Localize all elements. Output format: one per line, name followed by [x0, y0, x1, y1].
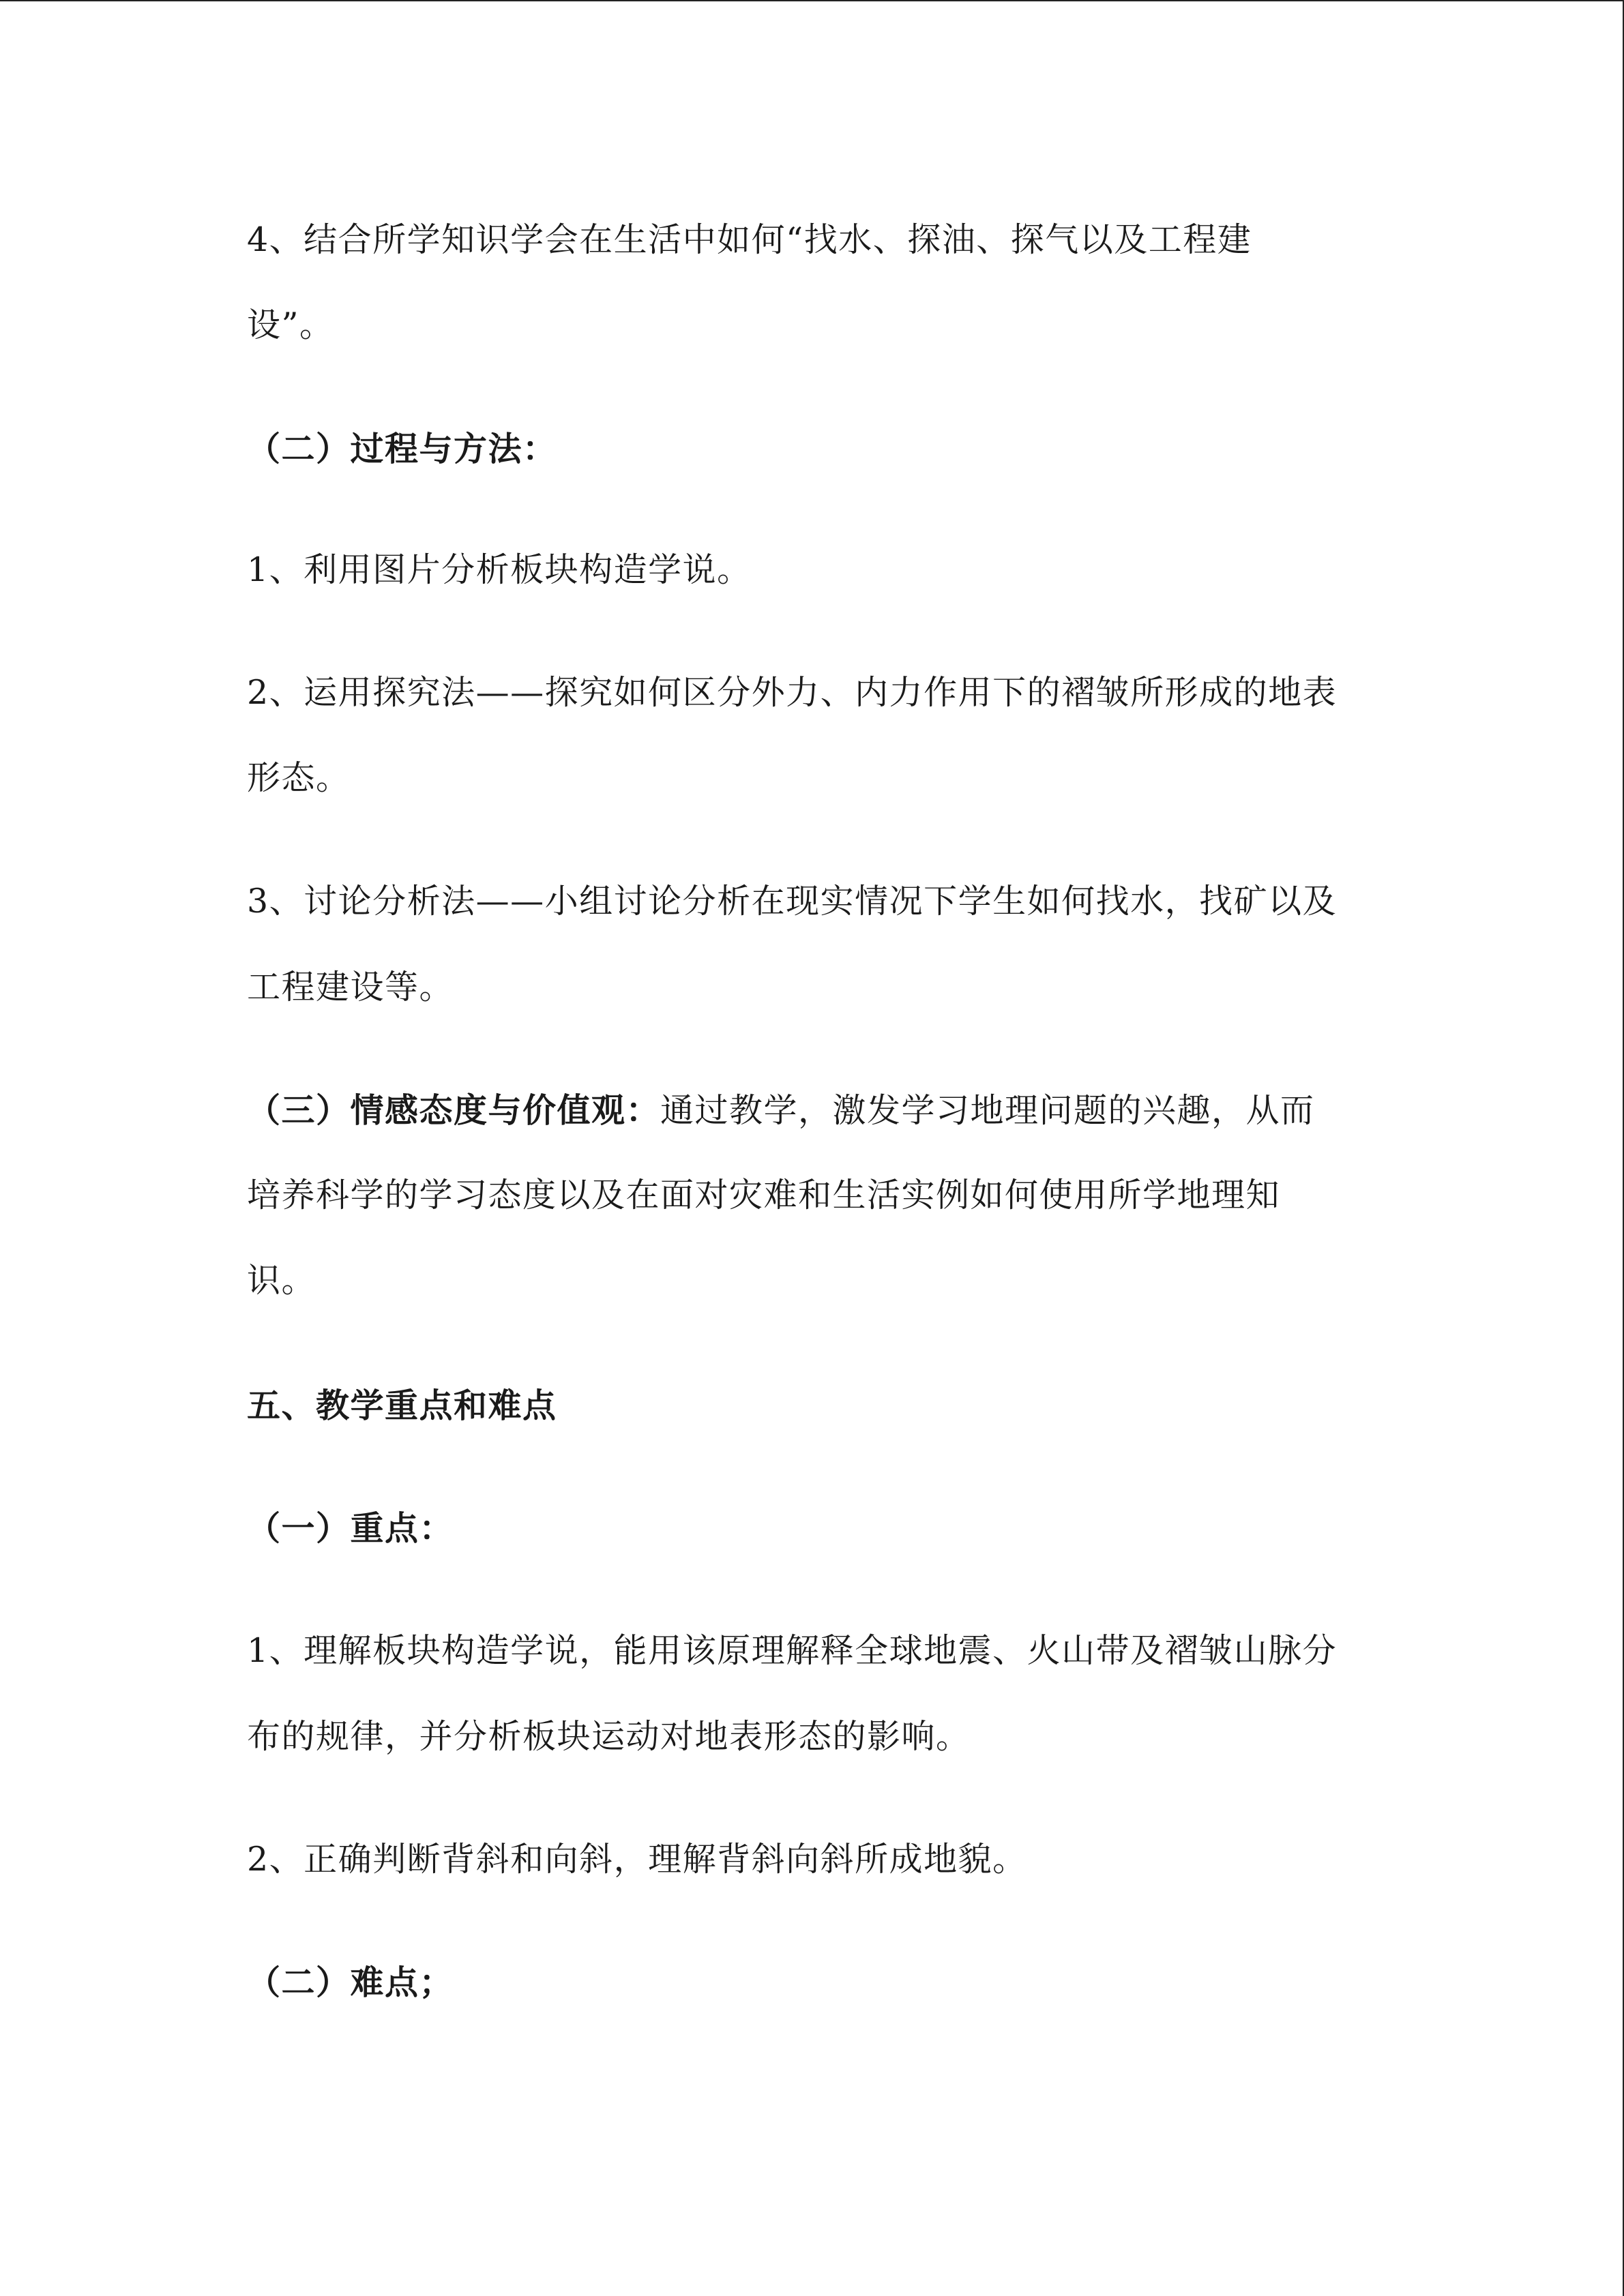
process-item-1: 1、利用图片分析板块构造学说。 [247, 550, 752, 589]
section-heading-process-method: （二）过程与方法： [247, 429, 557, 468]
section-heading-emotion-values: （三）情感态度与价值观： [247, 1090, 661, 1130]
emotion-values-text: 通过教学，激发学习地理问题的兴趣，从而 [660, 1091, 1315, 1130]
process-item-3-line-1: 3、讨论分析法——小组讨论分析在现实情况下学生如何找水，找矿以及 [247, 882, 1338, 921]
key-point-item-1-line-1: 1、理解板块构造学说，能用该原理解释全球地震、火山带及褶皱山脉分 [247, 1631, 1338, 1670]
process-item-2-line-1: 2、运用探究法——探究如何区分外力、内力作用下的褶皱所形成的地表 [247, 673, 1338, 712]
objective-item-4-line-1: 4、结合所学知识学会在生活中如何“找水、探油、探气以及工程建 [247, 220, 1252, 259]
key-point-item-2: 2、正确判断背斜和向斜，理解背斜向斜所成地貌。 [247, 1840, 1027, 1879]
emotion-values-paragraph-line-2: 培养科学的学习态度以及在面对灾难和生活实例如何使用所学地理知 [247, 1176, 1281, 1214]
objective-item-4-line-2: 设”。 [247, 305, 334, 344]
process-item-3-line-2: 工程建设等。 [247, 968, 454, 1007]
emotion-values-paragraph-line-3: 识。 [247, 1261, 316, 1300]
section-heading-key-points: （一）重点： [247, 1508, 454, 1548]
chapter-heading-key-difficult-points: 五、教学重点和难点 [247, 1386, 557, 1425]
emotion-values-paragraph-line-1 [247, 1090, 1315, 1131]
section-heading-difficult-points: （二）难点； [247, 1963, 454, 2002]
key-point-item-1-line-2: 布的规律，并分析板块运动对地表形态的影响。 [247, 1717, 971, 1756]
process-item-2-line-2: 形态。 [247, 758, 351, 797]
